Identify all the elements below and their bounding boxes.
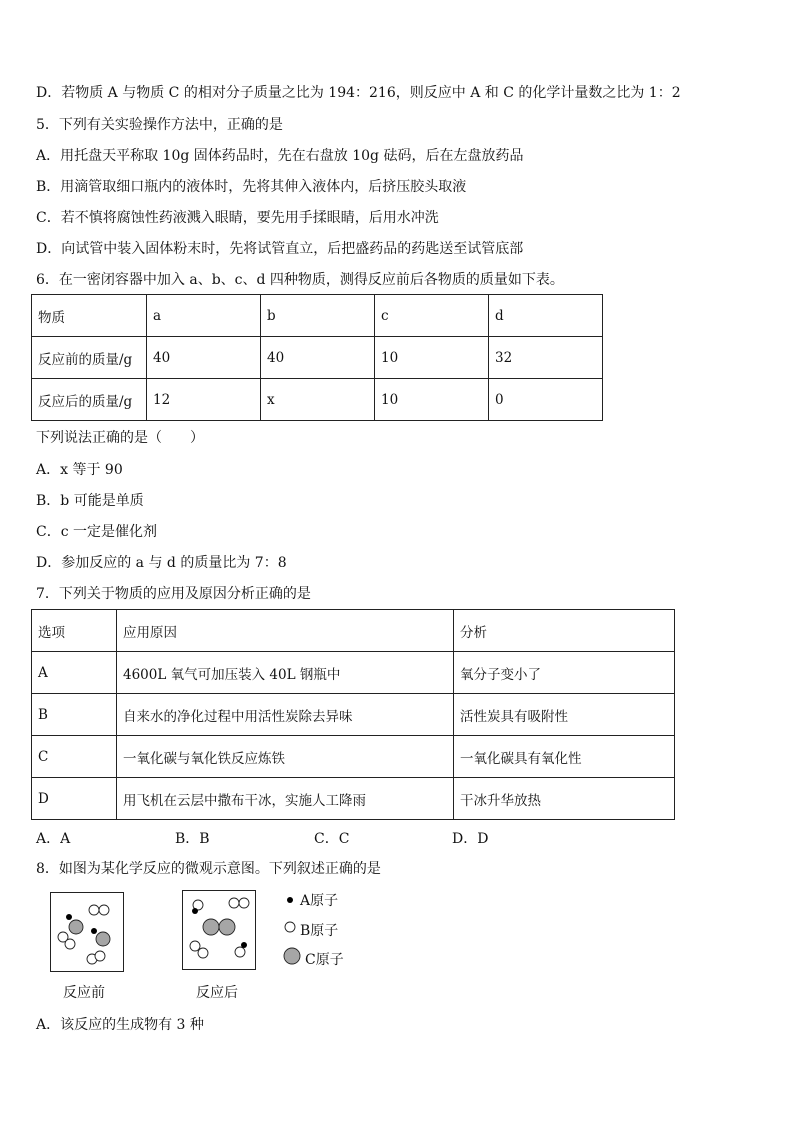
table-cell: 32: [489, 337, 603, 379]
table-cell: 一氧化碳与氧化铁反应炼铁: [117, 736, 454, 778]
table-row: [32, 610, 675, 652]
q5-option-b: B．用滴管取细口瓶内的液体时，先将其伸入液体内，后挤压胶头取液: [36, 179, 467, 195]
q6-option-d: D．参加反应的 a 与 d 的质量比为 7：8: [36, 555, 287, 571]
table-cell: A: [32, 652, 117, 694]
table-header-cell: 选项: [32, 610, 117, 652]
a-atom: [66, 914, 72, 920]
table-cell: 物质: [32, 295, 147, 337]
a-atom: [91, 928, 97, 934]
b-atom: [99, 905, 109, 915]
q7-option-a: A．A: [36, 831, 71, 847]
q5-stem: 5．下列有关实验操作方法中，正确的是: [36, 117, 283, 133]
q6-option-b: B．b 可能是单质: [36, 493, 144, 509]
table-cell: 4600L 氧气可加压装入 40L 钢瓶中: [117, 652, 454, 694]
table-header-cell: 应用原因: [117, 610, 454, 652]
q4-option-d: D．若物质 A 与物质 C 的相对分子质量之比为 194：216，则反应中 A 和 C 的化学计量数之比为 1：2: [36, 85, 681, 101]
table-cell: 氧分子变小了: [454, 652, 675, 694]
table-cell: 一氧化碳具有氧化性: [454, 736, 675, 778]
table-row: [32, 379, 603, 421]
table-cell: C: [32, 736, 117, 778]
b-atom: [229, 898, 239, 908]
b-atom: [95, 951, 105, 961]
q8-option-a: A．该反应的生成物有 3 种: [36, 1017, 204, 1033]
legend-label-a: A原子: [300, 893, 339, 909]
before-molecules-diagram: [51, 893, 125, 973]
table-row: [32, 736, 675, 778]
table-cell: x: [261, 379, 375, 421]
table-cell: 0: [489, 379, 603, 421]
table-cell: 10: [375, 379, 489, 421]
table-row: [32, 337, 603, 379]
a-atom: [192, 908, 198, 914]
c-atom: [69, 920, 83, 934]
c-atom: [96, 932, 110, 946]
q6-mass-table: [31, 294, 603, 421]
table-row: [32, 694, 675, 736]
table-cell: b: [261, 295, 375, 337]
q7-option-d: D．D: [452, 831, 489, 847]
table-cell: 反应前的质量/g: [32, 337, 147, 379]
c-atom-legend-icon: [284, 948, 300, 964]
table-cell: B: [32, 694, 117, 736]
q6-stem: 6．在一密闭容器中加入 a、b、c、d 四种物质，测得反应前后各物质的质量如下表。: [36, 272, 564, 288]
b-atom: [239, 898, 249, 908]
q7-option-b: B．B: [175, 831, 210, 847]
q5-option-c: C．若不慎将腐蚀性药液溅入眼睛，要先用手揉眼睛，后用水冲洗: [36, 210, 439, 226]
q6-option-a: A．x 等于 90: [36, 462, 123, 478]
table-row: [32, 652, 675, 694]
table-cell: c: [375, 295, 489, 337]
table-cell: 12: [147, 379, 261, 421]
c-atom: [203, 919, 219, 935]
table-cell: 10: [375, 337, 489, 379]
b-atom-legend-icon: [285, 922, 295, 932]
q7-stem: 7．下列关于物质的应用及原因分析正确的是: [36, 586, 311, 602]
before-reaction-box: [50, 892, 124, 972]
legend-label-b: B原子: [300, 923, 339, 939]
q7-analysis-table: [31, 609, 675, 820]
table-cell: d: [489, 295, 603, 337]
table-cell: 自来水的净化过程中用活性炭除去异味: [117, 694, 454, 736]
table-row: [32, 778, 675, 820]
q7-option-c: C．C: [314, 831, 350, 847]
b-atom: [190, 941, 200, 951]
q7-options: [36, 828, 596, 846]
table-cell: 40: [147, 337, 261, 379]
q6-option-c: C．c 一定是催化剂: [36, 524, 158, 540]
table-cell: a: [147, 295, 261, 337]
after-caption: 反应后: [196, 985, 238, 1001]
a-atom-legend-icon: [287, 897, 293, 903]
q5-option-a: A．用托盘天平称取 10g 固体药品时，先在右盘放 10g 砝码，后在左盘放药品: [36, 148, 524, 164]
c-atom: [219, 919, 235, 935]
table-cell: 40: [261, 337, 375, 379]
b-atom: [235, 947, 245, 957]
q8-stem: 8．如图为某化学反应的微观示意图。下列叙述正确的是: [36, 861, 381, 877]
table-cell: D: [32, 778, 117, 820]
q5-option-d: D．向试管中装入固体粉末时，先将试管直立，后把盛药品的药匙送至试管底部: [36, 241, 524, 257]
b-atom: [65, 939, 75, 949]
table-cell: 活性炭具有吸附性: [454, 694, 675, 736]
a-atom: [241, 942, 247, 948]
legend-label-c: C原子: [305, 952, 344, 968]
q6-question: 下列说法正确的是（ ）: [36, 430, 204, 446]
table-row: [32, 295, 603, 337]
before-caption: 反应前: [63, 985, 105, 1001]
after-reaction-box: [182, 890, 256, 970]
table-cell: 干冰升华放热: [454, 778, 675, 820]
table-header-cell: 分析: [454, 610, 675, 652]
table-cell: 反应后的质量/g: [32, 379, 147, 421]
b-atom: [198, 948, 208, 958]
table-cell: 用飞机在云层中撒布干冰，实施人工降雨: [117, 778, 454, 820]
b-atom: [89, 905, 99, 915]
after-molecules-diagram: [183, 891, 257, 971]
